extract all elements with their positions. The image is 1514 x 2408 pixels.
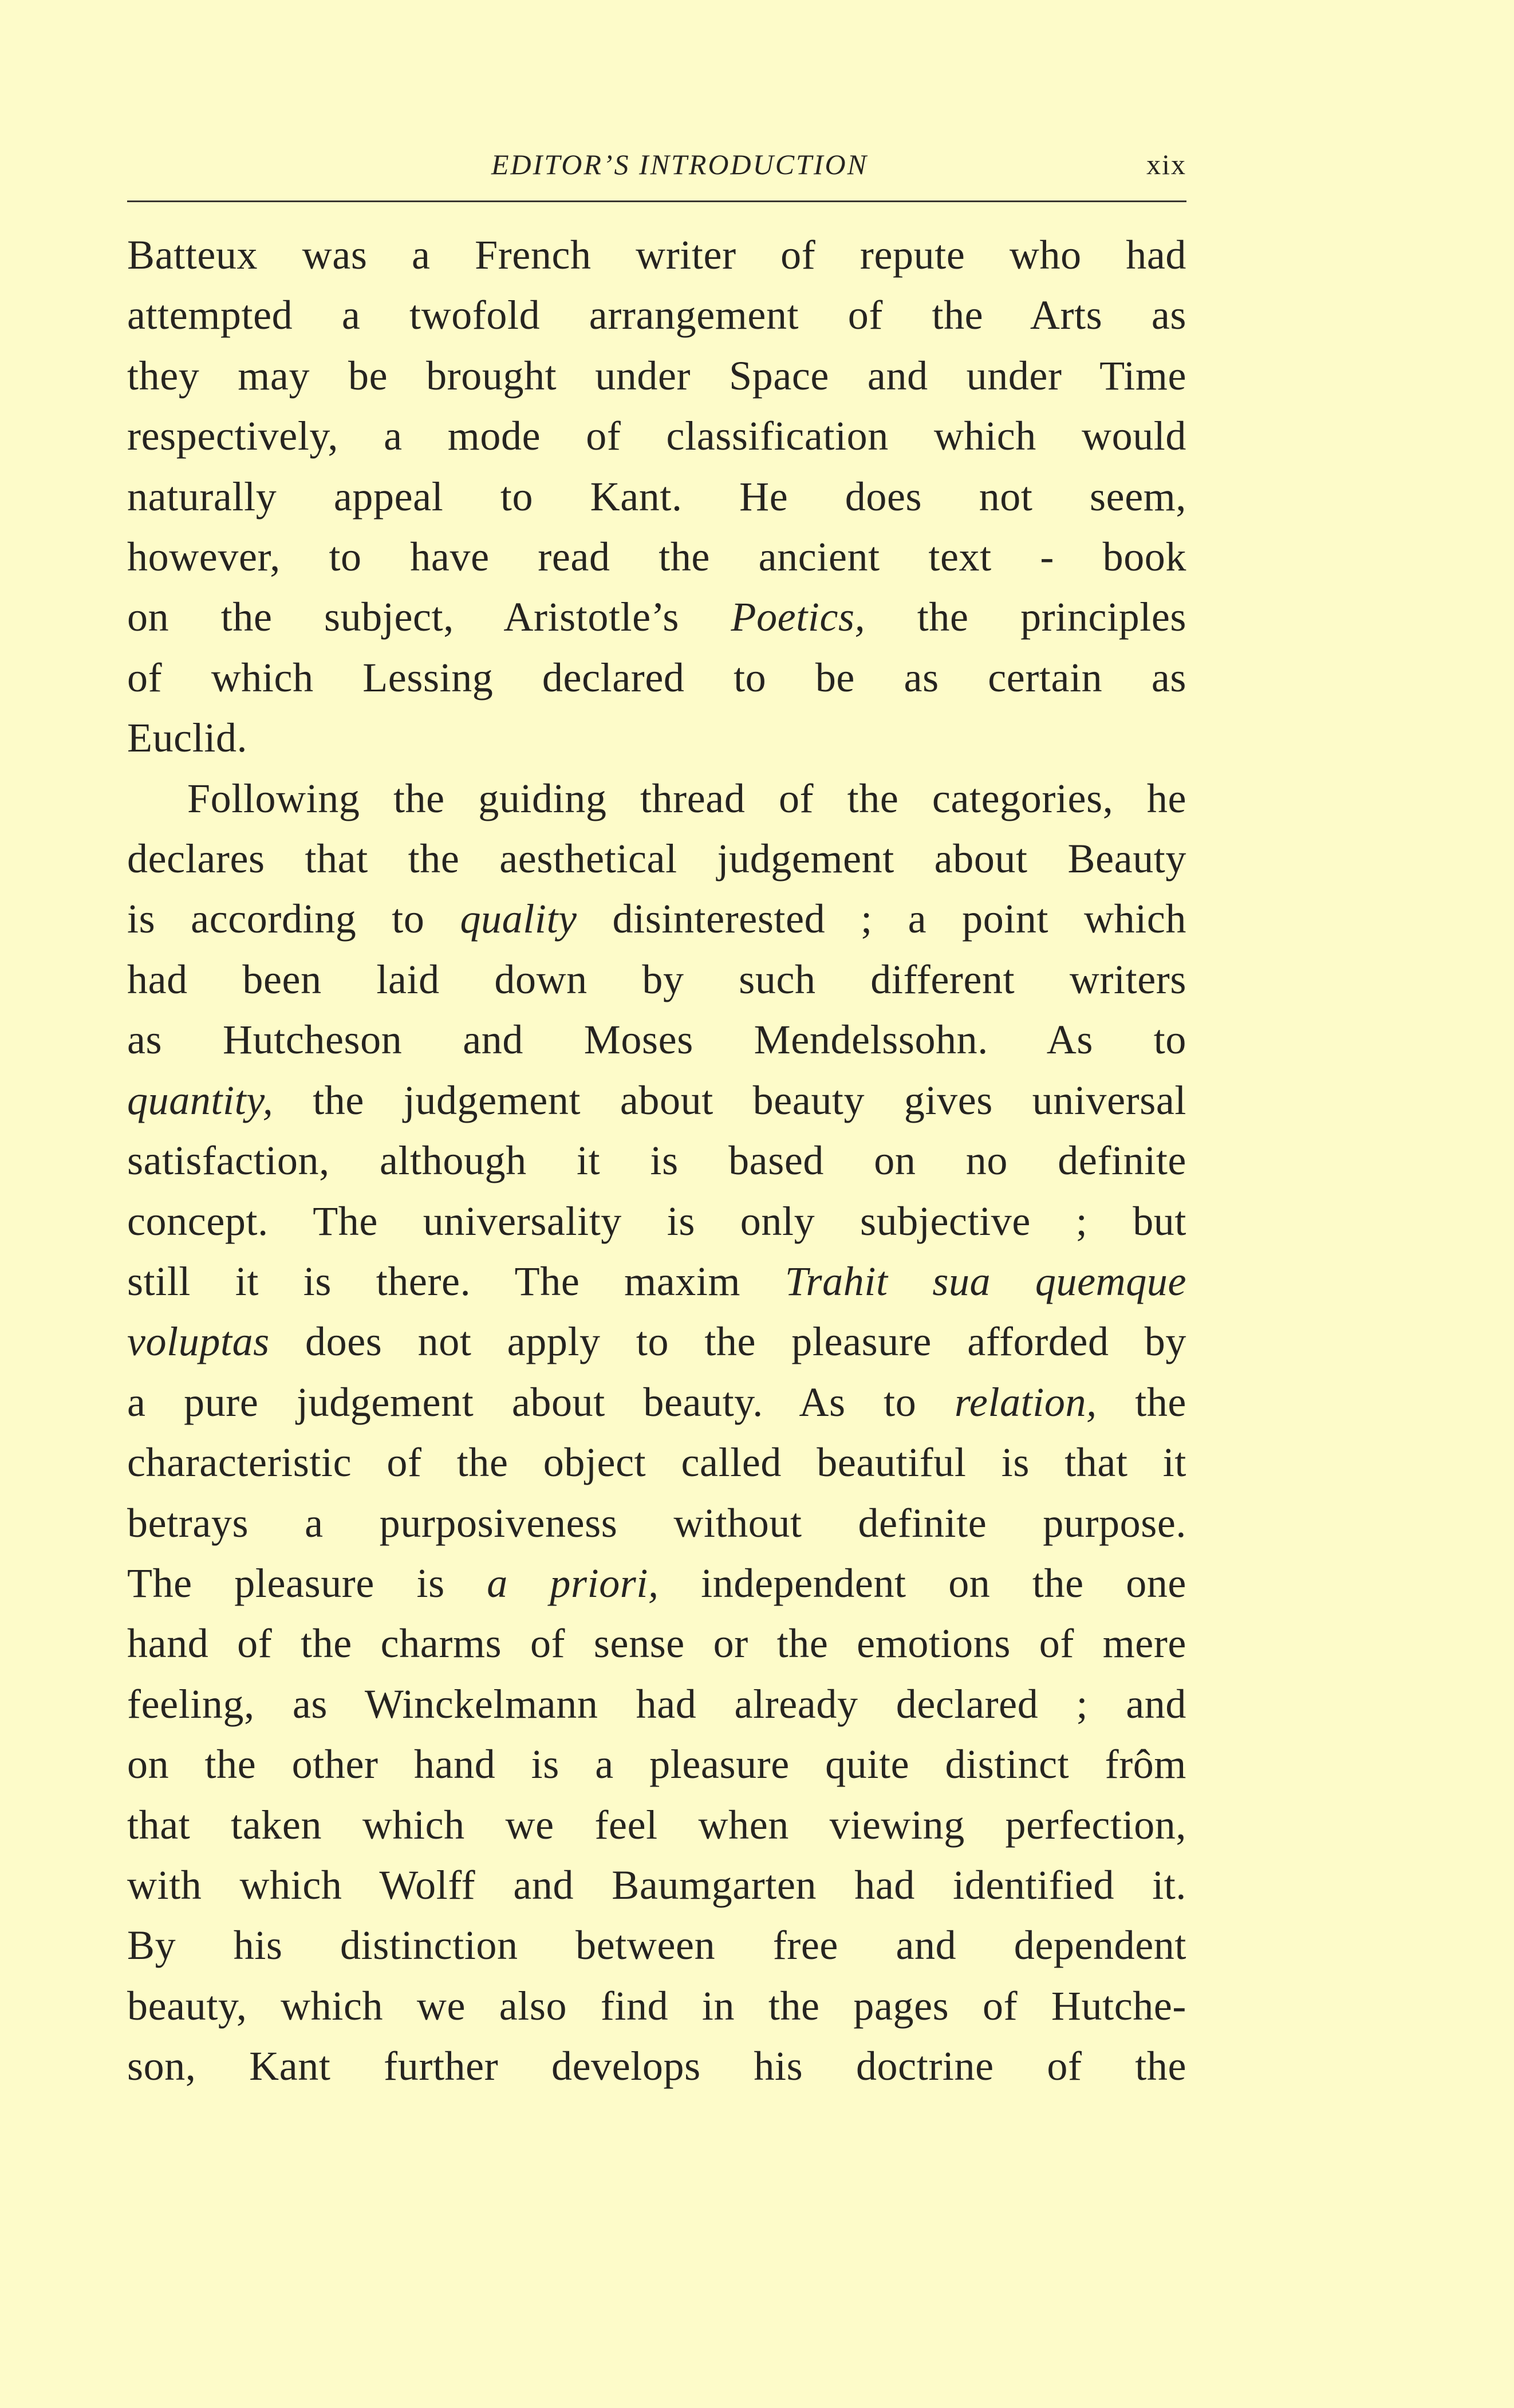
text-run: is according to bbox=[127, 896, 460, 942]
running-head bbox=[127, 143, 1186, 189]
italic-quote: voluptas bbox=[127, 1319, 270, 1365]
italic-term: quality bbox=[460, 896, 577, 942]
italic-term: relation, bbox=[954, 1379, 1097, 1425]
page-number: xix bbox=[1146, 148, 1186, 180]
text-run: still it is there. The maxim bbox=[127, 1258, 785, 1304]
text-run: The pleasure is bbox=[127, 1560, 487, 1606]
text-line: By his distinction between free and dependent bbox=[127, 1922, 1186, 1969]
text-line bbox=[127, 587, 1186, 647]
text-line: son, Kant further develops his doctrine of the bbox=[127, 2043, 1186, 2090]
text-run: the principles bbox=[865, 594, 1187, 640]
paragraph-2 bbox=[127, 769, 1186, 2097]
text-line: characteristic of the object called beautiful is that it bbox=[127, 1439, 1186, 1486]
text-line: that taken which we feel when viewing perfection, bbox=[127, 1801, 1186, 1848]
text-line bbox=[127, 1312, 1186, 1372]
text-line: of which Lessing declared to be as certain as bbox=[127, 654, 1186, 701]
text-line: had been laid down by such different writers bbox=[127, 956, 1186, 1002]
text-line: as Hutcheson and Moses Mendelssohn. As to bbox=[127, 1017, 1186, 1063]
text-line: beauty, which we also find in the pages of Hutche- bbox=[127, 1982, 1186, 2029]
text-line: naturally appeal to Kant. He does not seem, bbox=[127, 473, 1186, 520]
italic-quote: Trahit sua quemque bbox=[784, 1258, 1187, 1304]
text-run: the judgement about beauty gives universal bbox=[273, 1077, 1186, 1123]
text-line: betrays a purposiveness without definite purpose. bbox=[127, 1500, 1186, 1546]
text-run: on the subject, Aristotle’s bbox=[127, 594, 731, 640]
text-line: hand of the charms of sense or the emotions of mere bbox=[127, 1620, 1186, 1667]
text-run: the bbox=[1097, 1379, 1186, 1425]
text-run: independent on the one bbox=[659, 1560, 1186, 1606]
text-line bbox=[127, 1071, 1186, 1131]
text-run: a pure judgement about beauty. As to bbox=[127, 1379, 955, 1425]
text-line: satisfaction, although it is based on no definite bbox=[127, 1138, 1186, 1184]
text-line: on the other hand is a pleasure quite distinct frôm bbox=[127, 1741, 1186, 1788]
text-line: with which Wolff and Baumgarten had identified it. bbox=[127, 1862, 1186, 1908]
text-line: Following the guiding thread of the categories, he bbox=[187, 775, 1186, 821]
text-line: declares that the aesthetical judgement about Beauty bbox=[127, 836, 1186, 882]
text-line: feeling, as Winckelmann had already declared ; and bbox=[127, 1681, 1186, 1727]
italic-term: a priori, bbox=[487, 1560, 659, 1606]
text-run: disinterested ; a point which bbox=[577, 896, 1187, 942]
text-line: attempted a twofold arrangement of the Arts as bbox=[127, 292, 1186, 339]
text-run: does not apply to the pleasure afforded by bbox=[269, 1319, 1186, 1365]
running-title: EDITOR’S INTRODUCTION bbox=[491, 148, 868, 180]
text-line: they may be brought under Space and under Time bbox=[127, 352, 1186, 399]
italic-title: Poetics, bbox=[731, 594, 866, 640]
text-line: Batteux was a French writer of repute who had bbox=[127, 232, 1186, 278]
header-rule bbox=[127, 200, 1186, 202]
text-line: concept. The universality is only subjective ; but bbox=[127, 1198, 1186, 1244]
italic-term: quantity, bbox=[127, 1077, 274, 1123]
text-line bbox=[127, 889, 1186, 949]
text-line: however, to have read the ancient text - book bbox=[127, 534, 1186, 580]
text-line bbox=[127, 1372, 1186, 1433]
text-line bbox=[127, 1252, 1186, 1312]
text-line: respectively, a mode of classification which would bbox=[127, 413, 1186, 459]
book-page bbox=[127, 143, 1186, 2097]
text-line bbox=[127, 1553, 1186, 1614]
paragraph-1 bbox=[127, 225, 1186, 769]
text-line: Euclid. bbox=[127, 715, 248, 761]
